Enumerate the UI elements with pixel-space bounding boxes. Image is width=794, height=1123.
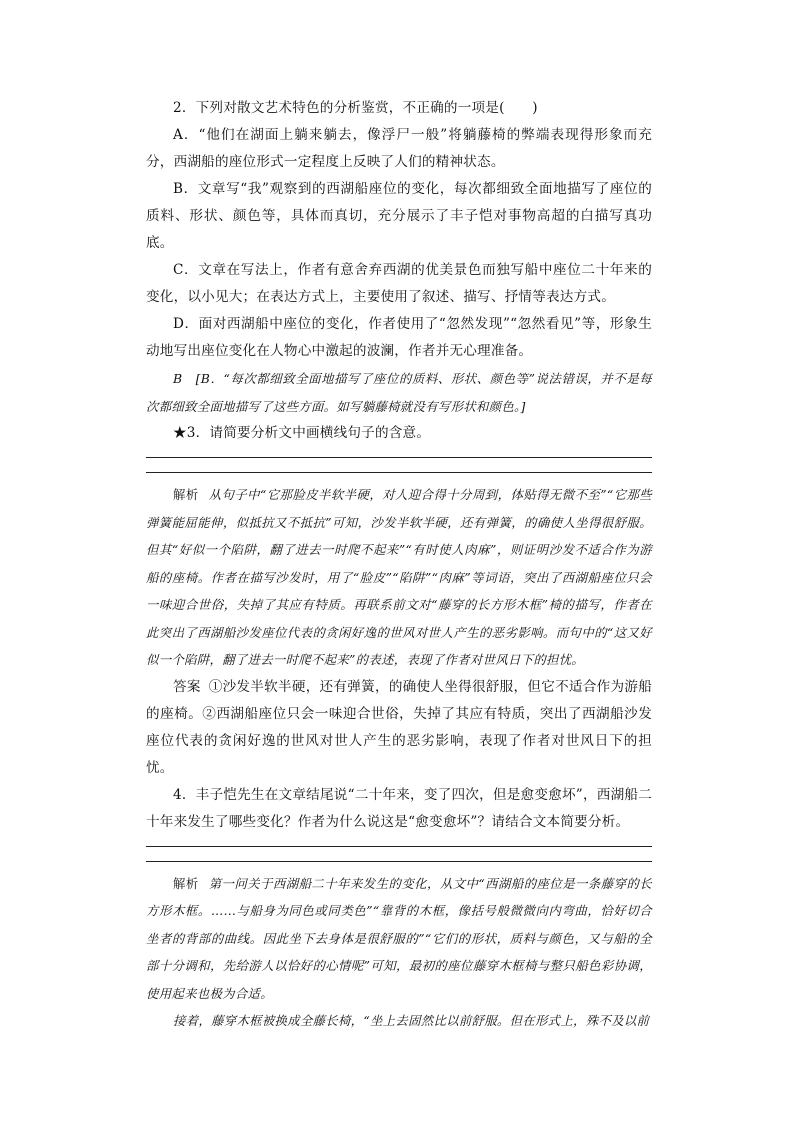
analysis-text: 从句子中“它那脸皮半软半硬，对人迎合得十分周到，体贴得无微不至”“它那些弹簧能屈能伸，似抵抗又不抵抗”可知，沙发半软半硬，还有弹簧，的确使人坐得很舒服。但其“好似一个陷阱，翻了进去一时爬不起来”“有时使人肉麻”，则证明沙发不适合作为游船的座椅。作者在描写沙发时，用了“脸皮”“陷阱”“肉麻”等词语，突出了西湖船座位只会一味迎合世俗，失掉了其应有特质。再联系前文对“藤穿的长方形木框”椅的描写，作者在此突出了西湖船沙发座位代表的贪闲好逸的世风对世人产生的恶劣影响。而句中的“这又好似一个陷阱，翻了进去一时爬不起来”的表述，表现了作者对世风日下的担忧。 — [146, 487, 652, 667]
question-2-option-a: A．“他们在湖面上躺来躺去，像浮尸一般”将躺藤椅的弊端表现得形象而充分，西湖船的座位形式一定程度上反映了人们的精神状态。 — [146, 127, 652, 170]
question-2-option-d: D．面对西湖船中座位的变化，作者使用了“忽然发现”“忽然看见”等，形象生动地写出座位变化在人物心中激起的波澜，作者并无心理准备。 — [146, 316, 652, 359]
page-content — [146, 95, 652, 1035]
question-4-analysis-continued: 接着，藤穿木框被换成全藤长椅，“坐上去固然比以前舒服。但在形式上，殊不及以前 — [173, 1013, 650, 1028]
question-2-option-b: B．文章写“我”观察到的西湖船座位的变化，每次都细致全面地描写了座位的质料、形状、颜色等，具体而真切，充分展示了丰子恺对事物高超的白描写真功底。 — [146, 181, 652, 251]
question-3-analysis — [146, 481, 652, 674]
question-2-stem: 2．下列对散文艺术特色的分析鉴赏，不正确的一项是( ) — [173, 100, 538, 116]
answer-text: ①沙发半软半硬，还有弹簧，的确使人坐得很舒服，但它不适合作为游船的座椅。②西湖船座位只会一味迎合世俗，失掉了其应有特质，突出了西湖船沙发座位代表的贪闲好逸的世风对世人产生的恶劣影响，表现了作者对世风日下的担忧。 — [146, 678, 652, 776]
analysis-text-2: 第一问关于西湖船二十年来发生的变化，从文中“西湖船的座位是一条藤穿的长方形木框。……与船身为同色或同类色”“靠背的木框，像括号般微微向内弯曲，恰好切合坐者的背部的曲线。因此坐下去身体是很舒服的”“它们的形状，质料与颜色，又与船的全部十分调和，先给游人以恰好的心情呢”可知，最初的座位藤穿木框椅与整只船色彩协调，使用起来也极为合适。 — [146, 875, 652, 1001]
analysis-label: 解析 — [173, 487, 199, 502]
question-4-stem: 4．丰子恺先生在文章结尾说“二十年来，变了四次，但是愈变愈坏”，西湖船二十年来发生了哪些变化？作者为什么说这是“愈变愈坏”？请结合文本简要分析。 — [146, 786, 652, 830]
question-3-stem: ★3．请简要分析文中画横线句子的含意。 — [173, 425, 431, 441]
question-3-answer — [146, 674, 652, 782]
answer-label: 答案 — [173, 678, 201, 695]
analysis-label-2: 解析 — [173, 875, 199, 891]
question-2-answer: B [B．“每次都细致全面地描写了座位的质料、形状、颜色等”说法错误，并不是每次都细致全面地描写了这些方面。如写躺藤椅就没有写形状和颜色。] — [146, 371, 652, 414]
question-4-analysis — [146, 870, 652, 1008]
question-2-option-c: C．文章在写法上，作者有意舍弃西湖的优美景色而独写船中座位二十年来的变化，以小见大；在表达方式上，主要使用了叙述、描写、抒情等表达方式。 — [146, 262, 652, 305]
